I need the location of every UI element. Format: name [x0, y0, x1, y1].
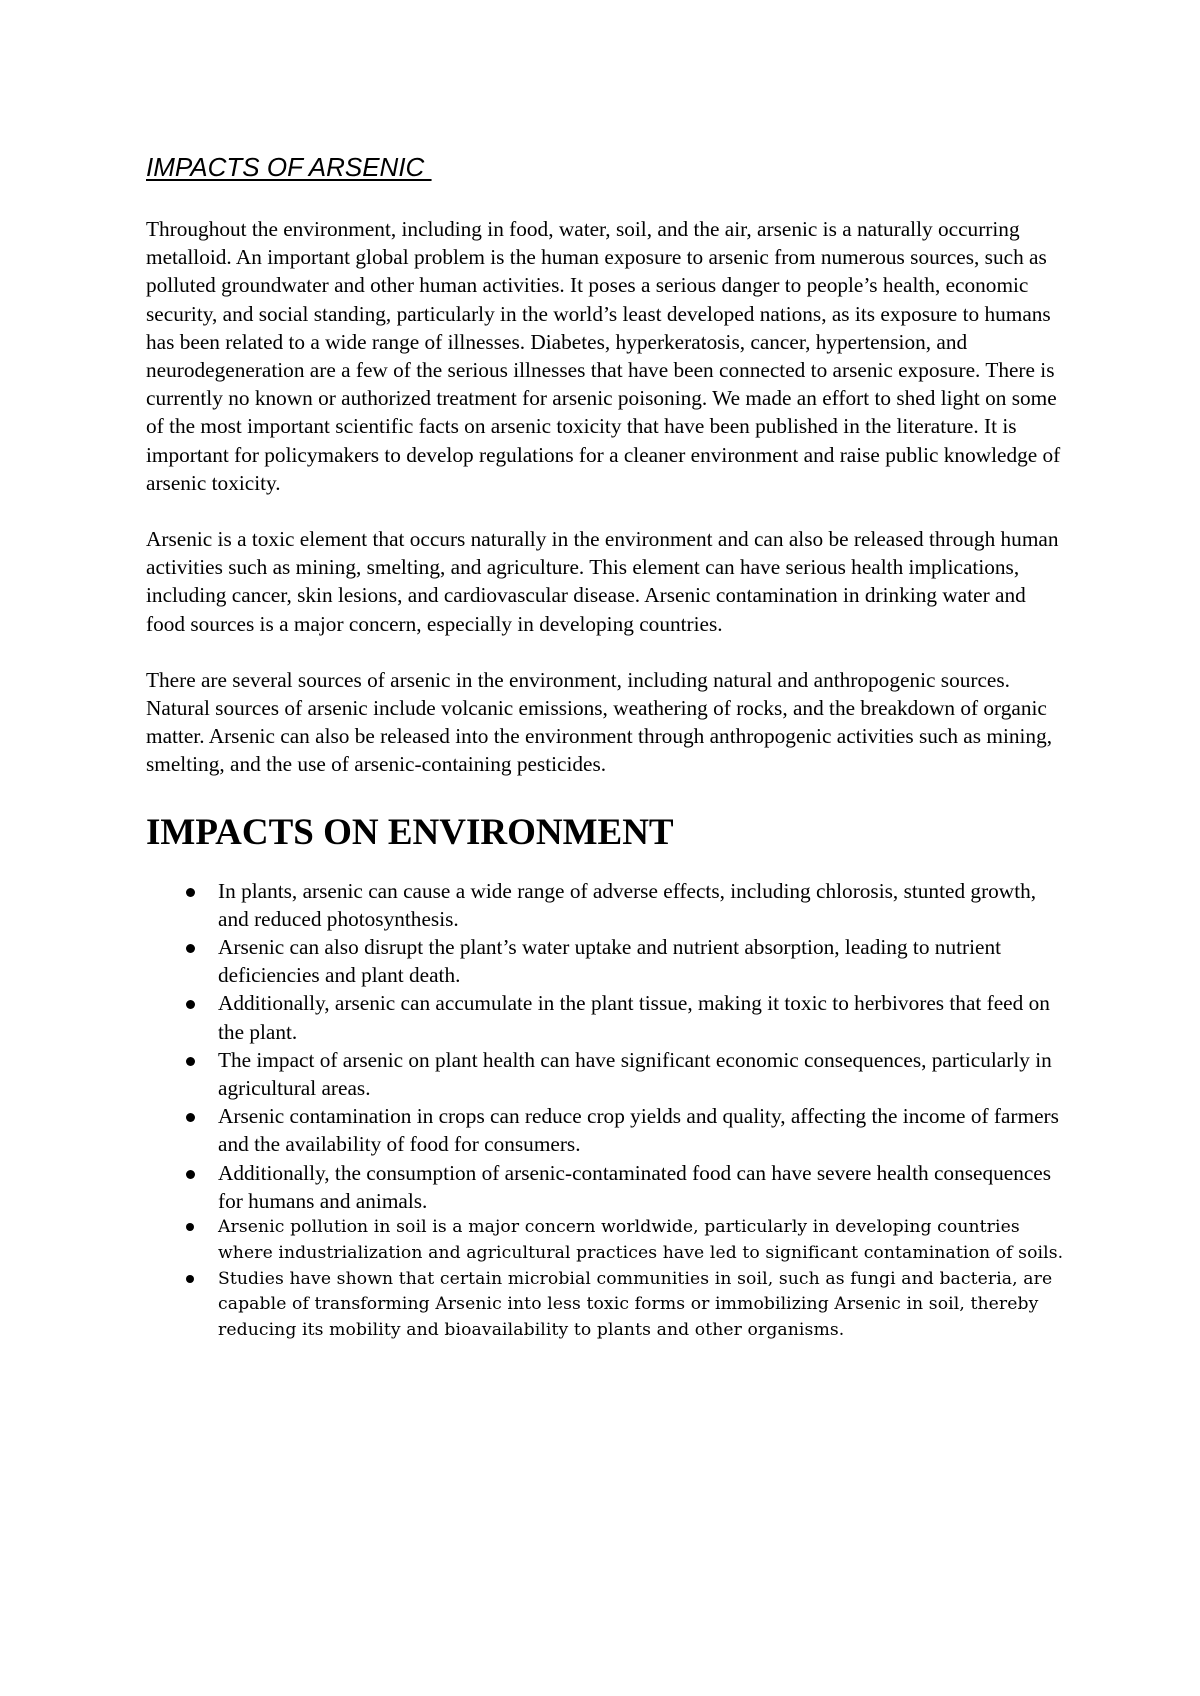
document-title: IMPACTS OF ARSENIC: [146, 152, 432, 182]
list-item-text: Arsenic pollution in soil is a major concern worldwide, particularly in developing countries where industrialization and agricultural practices have led to significant contamination of soils.: [218, 1217, 1064, 1263]
list-item-text: Arsenic can also disrupt the plant’s water uptake and nutrient absorption, leading to nutrient deficiencies and plant death.: [218, 935, 1002, 988]
paragraph-intro: Throughout the environment, including in food, water, soil, and the air, arsenic is a naturally occurring metalloid. An important global problem is the human exposure to arsenic from numerous sources, such as polluted groundwater and other human activities. It poses a serious danger to people’s health, economic security, and social standing, particularly in the world’s least developed nations, as its exposure to humans has been related to a wide range of illnesses. Diabetes, hyperkeratosis, cancer, hypertension, and neurodegeneration are a few of the serious illnesses that have been connected to arsenic exposure. There is currently no known or authorized treatment for arsenic poisoning. We made an effort to shed light on some of the most important scientific facts on arsenic toxicity that have been published in the literature. It is important for policymakers to develop regulations for a cleaner environment and raise public knowledge of arsenic toxicity.: [146, 217, 1061, 495]
paragraph-sources: There are several sources of arsenic in the environment, including natural and anthropogenic sources. Natural sources of arsenic include volcanic emissions, weathering of rocks, and the breakdown of organic matter. Arsenic can also be released into the environment through anthropogenic activities such as mining, smelting, and the use of arsenic-containing pesticides.: [146, 667, 1053, 777]
list-item-text: Additionally, arsenic can accumulate in the plant tissue, making it toxic to herbivores that feed on the plant.: [218, 991, 1050, 1044]
bullet-dot-icon: [186, 1275, 194, 1283]
list-item-text: Additionally, the consumption of arsenic-contaminated food can have severe health consequences for humans and animals.: [218, 1160, 1052, 1213]
list-item: [146, 1102, 1066, 1158]
list-item-text: The impact of arsenic on plant health can have significant economic consequences, particularly in agricultural areas.: [218, 1047, 1052, 1101]
bullet-dot-icon: [186, 1057, 195, 1066]
list-item: [146, 989, 1066, 1045]
bullet-dot-icon: [186, 1223, 194, 1231]
list-item-text: Arsenic contamination in crops can reduce crop yields and quality, affecting the income of farmers and the availability of food for consumers.: [218, 1104, 1059, 1157]
list-item: [146, 1046, 1066, 1102]
list-item-text: Studies have shown that certain microbial communities in soil, such as fungi and bacteria, are capable of transforming Arsenic into less toxic forms or immobilizing Arsenic in soil, thereby reducing its mobility and bioavailability to plants and other organisms.: [218, 1268, 1053, 1341]
list-item: [146, 1159, 1066, 1215]
bullet-dot-icon: [186, 1170, 195, 1179]
environment-bullet-list: [146, 877, 1066, 1344]
bullet-dot-icon: [186, 1113, 195, 1122]
list-item: [146, 1267, 1066, 1344]
list-item: [146, 1215, 1066, 1267]
bullet-dot-icon: [186, 888, 195, 897]
list-item: [146, 933, 1066, 989]
list-item-text: In plants, arsenic can cause a wide range of adverse effects, including chlorosis, stunted growth, and reduced photosynthesis.: [218, 878, 1037, 931]
bullet-dot-icon: [186, 1000, 195, 1009]
paragraph-toxic-element: Arsenic is a toxic element that occurs naturally in the environment and can also be released through human activities such as mining, smelting, and agriculture. This element can have serious health implications, including cancer, skin lesions, and cardiovascular disease. Arsenic contamination in drinking water and food sources is a major concern, especially in developing countries.: [146, 527, 1059, 636]
section-heading-environment: IMPACTS ON ENVIRONMENT: [146, 811, 674, 853]
list-item: [146, 877, 1066, 933]
document-page: [146, 150, 1066, 1344]
bullet-dot-icon: [186, 944, 195, 953]
